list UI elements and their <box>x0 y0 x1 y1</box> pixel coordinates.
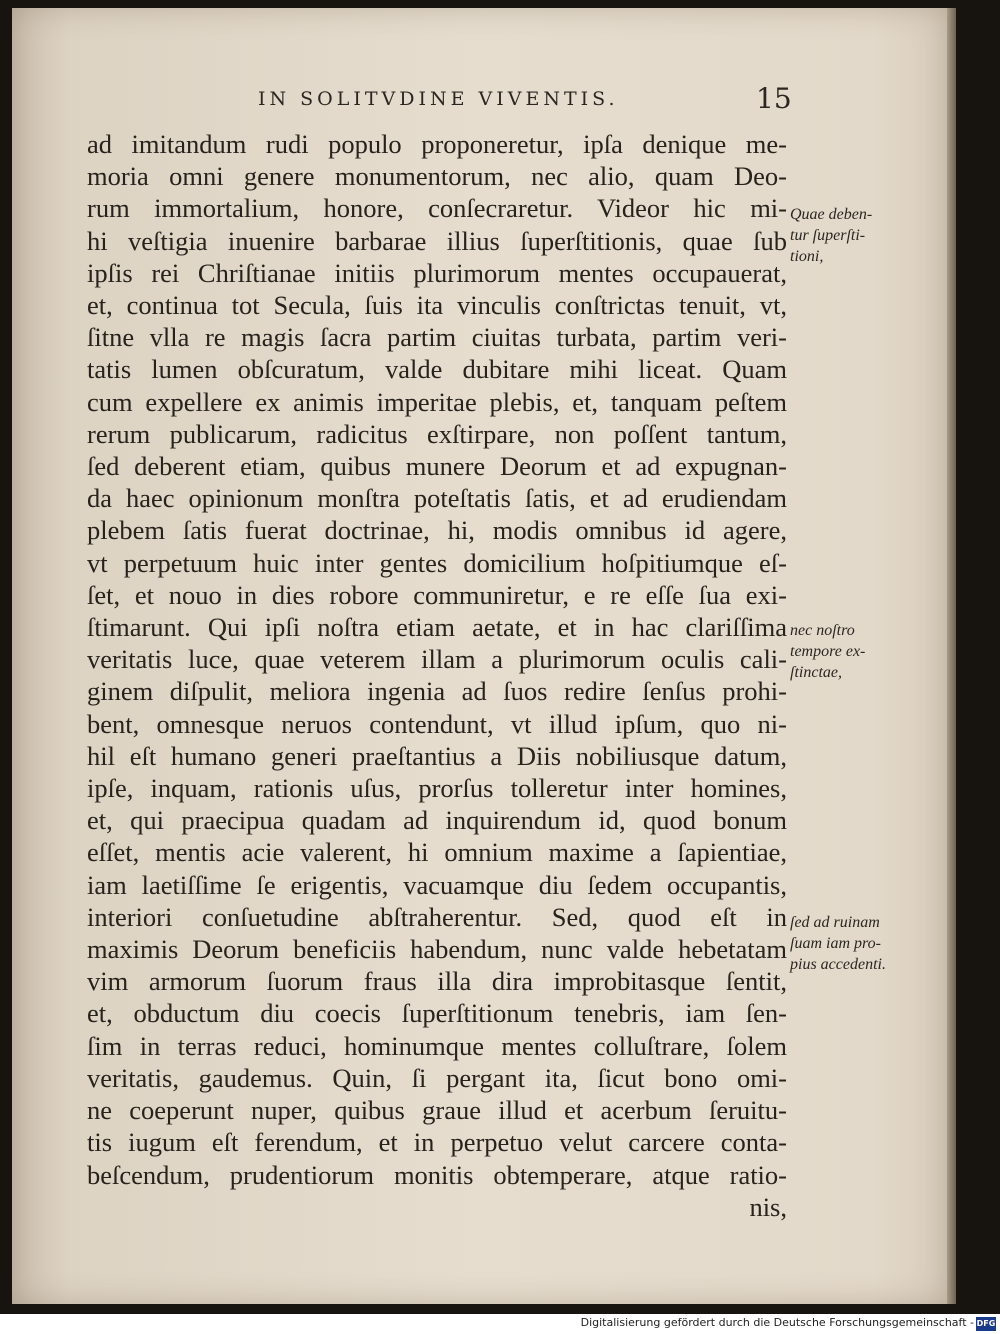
margin-note-line: Quae deben- <box>790 206 873 223</box>
margin-note-1 <box>790 204 910 267</box>
body-line: bent, omnesque neruos contendunt, vt illud ipſum, quo ni- <box>87 708 787 739</box>
body-line: ſtimarunt. Qui ipſi noſtra etiam aetate, et in hac clariſſima <box>87 612 787 643</box>
body-line: veritatis, gaudemus. Quin, ſi pergant ita, ſicut bono omi- <box>87 1062 787 1093</box>
body-line: tatis lumen obſcuratum, valde dubitare mihi liceat. Quam <box>87 354 787 385</box>
page-number: 15 <box>756 82 792 115</box>
body-line: veritatis luce, quae veterem illam a plurimorum oculis cali- <box>87 644 787 675</box>
dfg-logo: DFG <box>976 1317 996 1331</box>
margin-note-line: ſed ad ruinam <box>790 914 880 931</box>
margin-note-line: tioni, <box>790 248 824 265</box>
body-line: da haec opinionum monſtra poteſtatis ſatis, et ad erudiendam <box>87 483 787 514</box>
margin-note-line: tempore ex- <box>790 643 866 660</box>
body-line: ſet, et nouo in dies robore communiretur, e re eſſe ſua exi- <box>87 579 787 610</box>
body-line: ipſe, inquam, rationis uſus, prorſus tolleretur inter homines, <box>87 773 787 804</box>
margin-note-line: ſtinctae, <box>790 664 842 681</box>
body-line: eſſet, mentis acie valerent, hi omnium maxime a ſapientiae, <box>87 837 787 868</box>
body-line: et, qui praecipua quadam ad inquirendum id, quod bonum <box>87 805 787 836</box>
body-line: beſcendum, prudentiorum monitis obtemperare, atque ratio- <box>87 1159 787 1190</box>
body-line: moria omni genere monumentorum, nec alio, quam Deo- <box>87 161 787 192</box>
body-line: iam laetiſſime ſe erigentis, vacuamque diu ſedem occupantis, <box>87 869 787 900</box>
body-line: et, obductum diu coecis ſuperſtitionum tenebris, iam ſen- <box>87 998 787 1029</box>
body-line: ſitne vlla re magis ſacra partim ciuitas turbata, partim veri- <box>87 322 787 353</box>
margin-note-line: nec noſtro <box>790 622 855 639</box>
body-line: rerum publicarum, radicitus exſtirpare, non poſſent tantum, <box>87 418 787 449</box>
body-line: tis iugum eſt ferendum, et in perpetuo velut carcere conta- <box>87 1127 787 1158</box>
footer-credit: Digitalisierung gefördert durch die Deutsche Forschungsgemeinschaft - <box>580 1316 974 1329</box>
margin-note-line: pius accedenti. <box>790 956 886 973</box>
body-line: ipſis rei Chriſtianae initiis plurimorum mentes occupauerat, <box>87 257 787 288</box>
body-line: vim armorum ſuorum fraus illa dira improbitasque ſentit, <box>87 966 787 997</box>
body-line: ad imitandum rudi populo proponeretur, ipſa denique me- <box>87 129 787 159</box>
margin-note-3 <box>790 912 910 975</box>
body-line: rum immortalium, honore, conſecraretur. Videor hic mi- <box>87 193 787 224</box>
body-line: ne coeperunt nuper, quibus graue illud et acerbum ſeruitu- <box>87 1095 787 1126</box>
body-line: ſed deberent etiam, quibus munere Deorum et ad expugnan- <box>87 451 787 482</box>
body-line: vt perpetuum huic inter gentes domicilium hoſpitiumque eſ- <box>87 547 787 578</box>
body-text <box>87 128 787 1223</box>
body-line: ſim in terras reduci, hominumque mentes colluſtrare, ſolem <box>87 1030 787 1061</box>
body-line: ginem diſpulit, meliora ingenia ad ſuos redire ſenſus prohi- <box>87 676 787 707</box>
body-line: maximis Deorum beneficiis habendum, nunc valde hebetatam <box>87 934 787 965</box>
margin-note-2 <box>790 620 910 683</box>
margin-note-line: ſuam iam pro- <box>790 935 881 952</box>
body-line: hil eſt humano generi praeſtantius a Diis nobiliusque datum, <box>87 740 787 771</box>
body-line: cum expellere ex animis imperitae plebis, et, tanquam peſtem <box>87 386 787 417</box>
body-line: nis, <box>749 1191 787 1222</box>
body-line: hi veſtigia inuenire barbarae illius ſuperſtitionis, quae ſub <box>87 225 787 256</box>
running-title: IN SOLITVDINE VIVENTIS. <box>258 88 619 110</box>
body-line: et, continua tot Secula, ſuis ita vinculis conſtrictas tenuit, vt, <box>87 290 787 321</box>
margin-note-line: tur ſuperſti- <box>790 227 866 244</box>
body-line: plebem ſatis fuerat doctrinae, hi, modis omnibus id agere, <box>87 515 787 546</box>
body-line: interiori conſuetudine abſtraherentur. Sed, quod eſt in <box>87 901 787 932</box>
page-edge <box>947 8 956 1304</box>
